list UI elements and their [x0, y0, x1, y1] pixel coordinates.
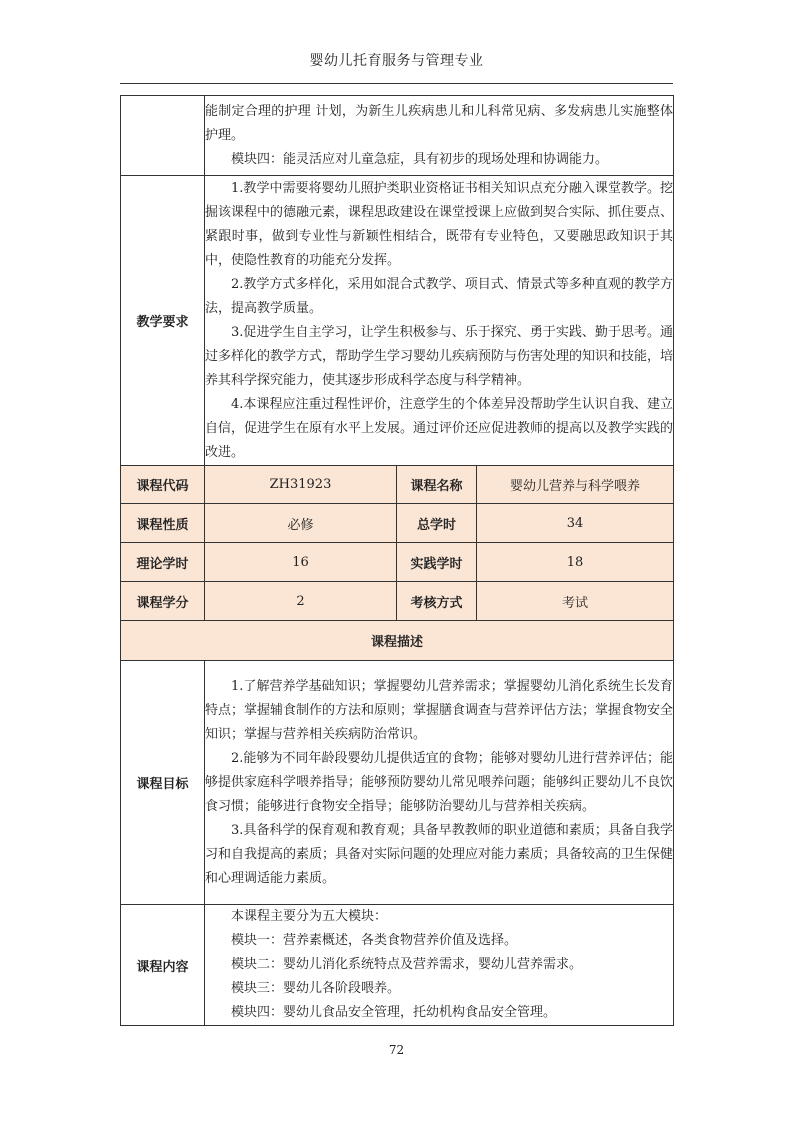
- page-header: 婴幼儿托育服务与管理专业: [309, 53, 484, 69]
- requirement-paragraph: 4.本课程应注重过程性评价，注意学生的个体差异没帮助学生认识自我、建立自信，促进学生在原有水平上发展。通过评价还应促进教师的提高以及教学实践的改进。: [205, 396, 674, 460]
- course-objectives-content: [205, 661, 674, 905]
- course-nature-label: 课程性质: [121, 504, 205, 543]
- requirement-paragraph: 1.教学中需要将婴幼儿照护类职业资格证书相关知识点充分融入课堂教学。挖掘该课程中的德融元素，课程思政建设在课堂授课上应做到契合实际、抓住要点、紧跟时事，做到专业性与新颖性相结合，既带有专业特色，又要融思政知识于其中，使隐性教育的功能充分发挥。: [205, 180, 674, 268]
- continued-line: 能制定合理的护理 计划，为新生儿疾病患儿和儿科常见病、多发病患儿实施整体护理。: [205, 103, 674, 143]
- content-line: 模块二：婴幼儿消化系统特点及营养需求，婴幼儿营养需求。: [231, 957, 583, 972]
- course-objectives-label: 课程目标: [121, 661, 205, 905]
- assessment-value: 考试: [477, 582, 674, 621]
- continued-label-cell: [121, 96, 205, 176]
- teaching-requirements-content: [205, 176, 674, 466]
- course-nature-value: 必修: [205, 504, 397, 543]
- assessment-label: 考核方式: [397, 582, 477, 621]
- theory-hours-value: 16: [205, 543, 397, 582]
- course-code-row: [121, 466, 674, 504]
- requirement-paragraph: 3.促进学生自主学习，让学生积极参与、乐于探究、勇于实践、勤于思考。通过多样化的教学方式，帮助学生学习婴幼儿疾病预防与伤害处理的知识和技能，培养其科学探究能力，使其逐步形成科学态度与科学精神。: [205, 324, 674, 388]
- course-description-heading: 课程描述: [121, 621, 674, 661]
- continued-content: [205, 96, 674, 176]
- credits-row: [121, 582, 674, 621]
- course-name-label: 课程名称: [397, 466, 477, 504]
- total-hours-value: 34: [477, 504, 674, 543]
- header-rule: [120, 83, 673, 84]
- requirement-paragraph: 2.教学方式多样化，采用如混合式教学、项目式、情景式等多种直观的教学方法，提高教学质量。: [205, 276, 674, 316]
- course-table: [120, 95, 674, 1026]
- content-line: 模块一：营养素概述，各类食物营养价值及选择。: [231, 933, 518, 948]
- course-nature-row: [121, 504, 674, 543]
- course-code-value: ZH31923: [205, 466, 397, 504]
- course-content-label: 课程内容: [121, 905, 205, 1026]
- credits-label: 课程学分: [121, 582, 205, 621]
- practice-hours-label: 实践学时: [397, 543, 477, 582]
- teaching-requirements-row: [121, 176, 674, 466]
- content-line: 模块四：婴幼儿食品安全管理，托幼机构食品安全管理。: [231, 1005, 557, 1020]
- content-line: 模块三：婴幼儿各阶段喂养。: [231, 981, 401, 996]
- objective-paragraph: 3.具备科学的保育观和教育观；具备早教教师的职业道德和素质；具备自我学习和自我提高的素质；具备对实际问题的处理应对能力素质；具备较高的卫生保健和心理调适能力素质。: [205, 822, 674, 886]
- course-description-row: [121, 621, 674, 661]
- hours-row: [121, 543, 674, 582]
- credits-value: 2: [205, 582, 397, 621]
- page-number: 72: [388, 1043, 405, 1057]
- practice-hours-value: 18: [477, 543, 674, 582]
- course-objectives-row: [121, 661, 674, 905]
- theory-hours-label: 理论学时: [121, 543, 205, 582]
- objective-paragraph: 1.了解营养学基础知识；掌握婴幼儿营养需求；掌握婴幼儿消化系统生长发育特点；掌握辅食制作的方法和原则；掌握膳食调查与营养评估方法；掌握食物安全知识；掌握与营养相关疾病防治常识。: [205, 678, 674, 742]
- course-content-content: [205, 905, 674, 1026]
- teaching-requirements-label: 教学要求: [121, 176, 205, 466]
- objective-paragraph: 2.能够为不同年龄段婴幼儿提供适宜的食物；能够对婴幼儿进行营养评估；能够提供家庭科学喂养指导；能够预防婴幼儿常见喂养问题；能够纠正婴幼儿不良饮食习惯；能够进行食物安全指导；能够防治婴幼儿与营养相关疾病。: [205, 750, 674, 814]
- course-content-row: [121, 905, 674, 1026]
- continued-row: [121, 96, 674, 176]
- course-code-label: 课程代码: [121, 466, 205, 504]
- total-hours-label: 总学时: [397, 504, 477, 543]
- content-line: 本课程主要分为五大模块：: [231, 909, 388, 924]
- continued-line: 模块四：能灵活应对儿童急症，具有初步的现场处理和协调能力。: [231, 151, 609, 167]
- course-name-value: 婴幼儿营养与科学喂养: [477, 466, 674, 504]
